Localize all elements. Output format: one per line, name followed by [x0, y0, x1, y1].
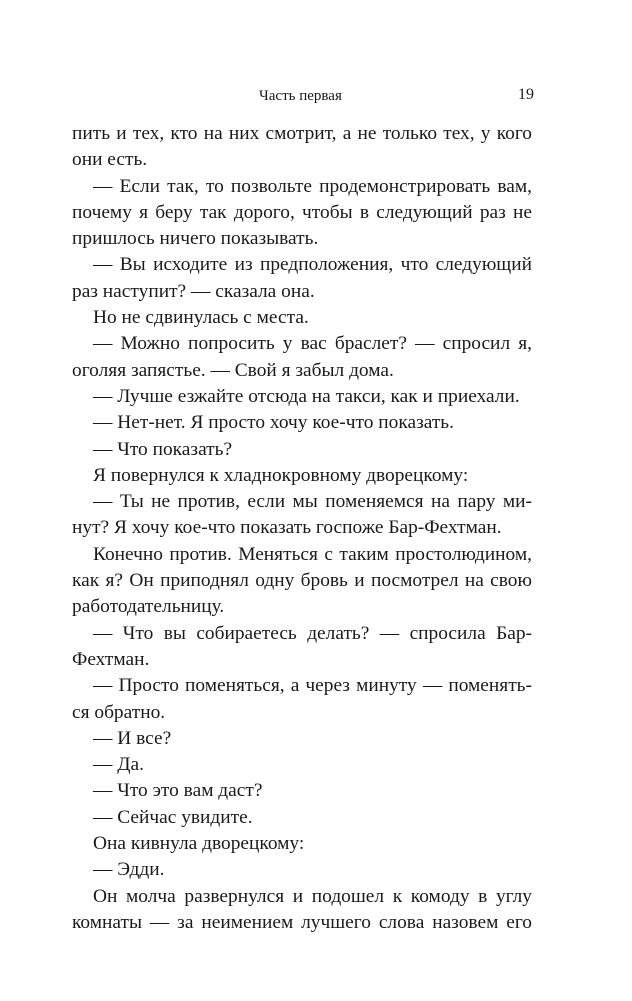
- text-line: как я? Он приподнял одну бровь и посмотрел на свою: [72, 570, 532, 592]
- text-line: ся обратно.: [72, 701, 166, 723]
- text-line: Я повернулся к хладнокровному дворецкому:: [93, 464, 469, 486]
- text-line: — Эдди.: [93, 859, 165, 881]
- text-line: — Что показать?: [93, 438, 233, 460]
- text-line: — Нет-нет. Я просто хочу кое-что показать.: [93, 412, 454, 434]
- text-line: — Что вы собираетесь делать? — спросила Бар-: [93, 622, 532, 644]
- text-line: Конечно против. Меняться с таким простолюдином,: [93, 543, 532, 565]
- text-line: — Можно попросить у вас браслет? — спросил я,: [93, 333, 532, 355]
- text-line: пришлось ничего показывать.: [72, 228, 319, 250]
- text-line: Он молча развернулся и подошел к комоду в углу: [93, 885, 532, 907]
- body-text: [72, 121, 532, 936]
- text-line: — Да.: [93, 754, 144, 776]
- text-line: они есть.: [72, 149, 148, 171]
- page-number: 19: [518, 86, 534, 103]
- text-line: — Если так, то позвольте продемонстрировать вам,: [93, 175, 532, 197]
- text-line: — Просто поменяться, а через минуту — поменять-: [93, 675, 532, 697]
- text-line: — Лучше езжайте отсюда на такси, как и приехали.: [93, 385, 520, 407]
- text-line: — И все?: [93, 727, 172, 749]
- text-line: оголяя запястье. — Свой я забыл дома.: [72, 359, 394, 381]
- text-line: комнаты — за неимением лучшего слова назовем его: [72, 911, 532, 933]
- text-line: — Ты не против, если мы поменяемся на пару ми-: [93, 491, 532, 513]
- text-line: Фехтман.: [72, 648, 150, 670]
- text-line: — Сейчас увидите.: [93, 806, 253, 828]
- text-line: нут? Я хочу кое-что показать госпоже Бар-Фехтман.: [72, 517, 502, 539]
- text-line: Но не сдвинулась с места.: [93, 307, 309, 329]
- running-title: Часть первая: [259, 88, 342, 104]
- text-line: Она кивнула дворецкому:: [93, 833, 305, 855]
- text-line: — Вы исходите из предположения, что следующий: [93, 254, 532, 276]
- text-line: работодательницу.: [72, 596, 225, 618]
- text-line: почему я беру так дорого, чтобы в следующий раз не: [72, 201, 532, 223]
- text-line: раз наступит? — сказала она.: [72, 280, 315, 302]
- text-line: пить и тех, кто на них смотрит, а не только тех, у кого: [72, 123, 532, 144]
- text-line: — Что это вам даст?: [93, 780, 263, 802]
